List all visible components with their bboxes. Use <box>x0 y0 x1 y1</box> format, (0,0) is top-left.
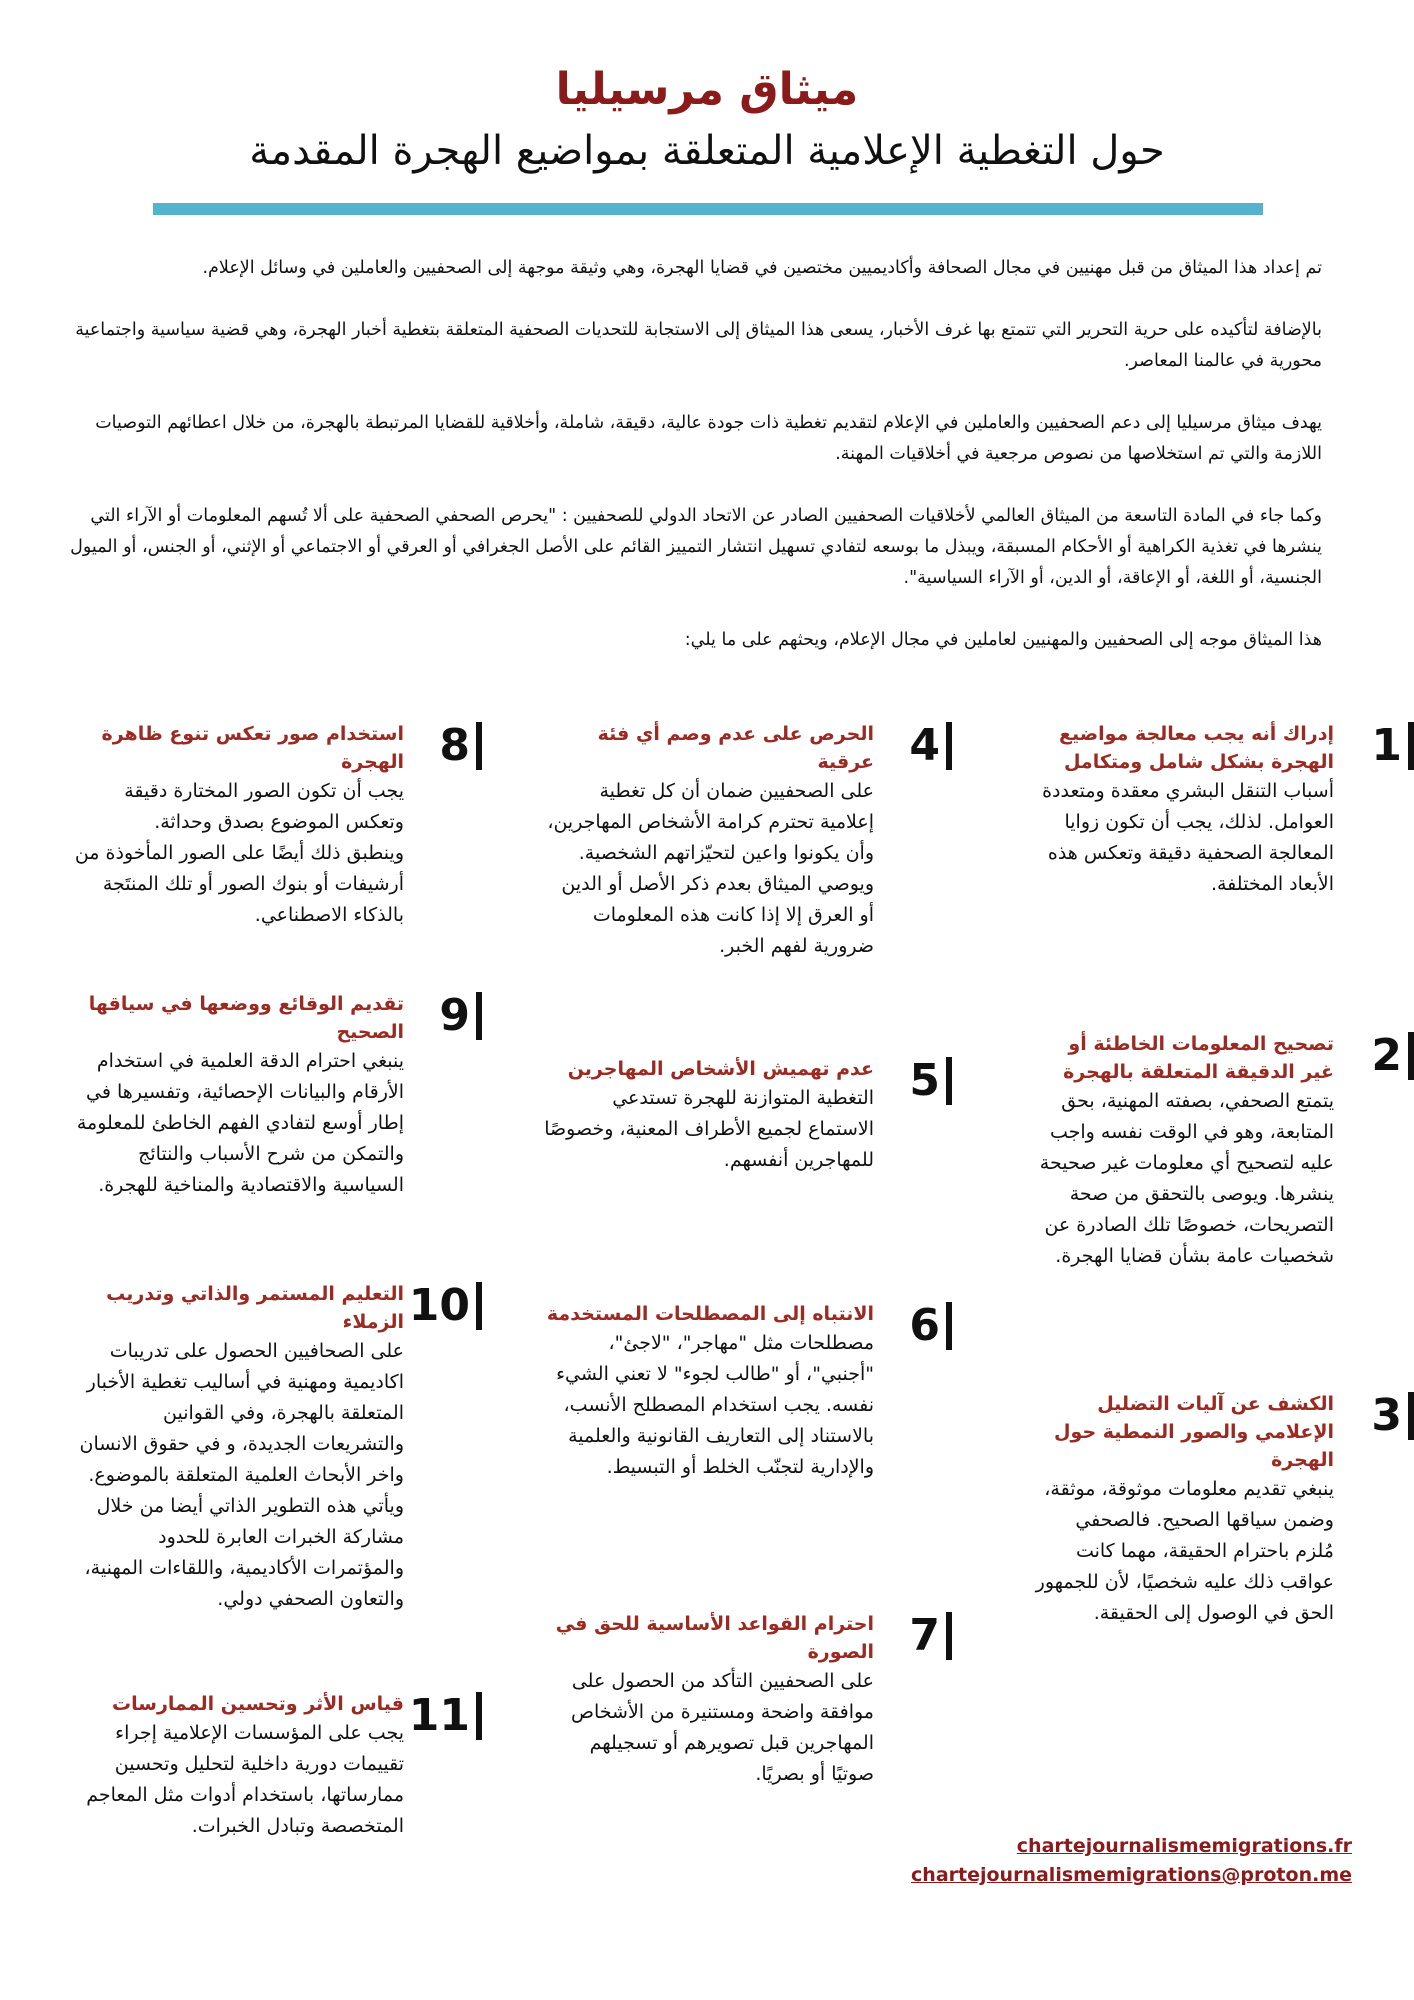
principle-body: التغطية المتوازنة للهجرة تستدعي الاستماع لجميع الأطراف المعنية، وخصوصًا للمهاجرين أنفسهم. <box>544 1087 874 1171</box>
principle-item-11 <box>74 1690 470 1842</box>
website-link[interactable]: chartejournalismemigrations.fr <box>1016 1835 1352 1857</box>
principle-body: ينبغي احترام الدقة العلمية في استخدام الأرقام والبيانات الإحصائية، وتفسيرها في إطار أوسع لتفادي الفهم الخاطئ للمعلومة والتمكن من شرح الأسباب والنتائج السياسية والاقتصادية والمناخية للهجرة. <box>76 1050 404 1196</box>
principle-number: 8 <box>439 722 482 770</box>
header-divider <box>153 203 1263 215</box>
principle-heading: الانتباه إلى المصطلحات المستخدمة <box>546 1303 874 1325</box>
intro-paragraph: يهدف ميثاق مرسيليا إلى دعم الصحفيين والعاملين في الإعلام لتقديم تغطية ذات جودة عالية، دقيقة، شاملة، وأخلاقية للقضايا المرتبطة بالهجرة، من خلال اعطائهم التوصيات اللازمة والتي تم استخلاصها من نصوص مرجعية في أخلاقيات المهنة. <box>95 413 1322 464</box>
principle-number: 6 <box>909 1302 952 1350</box>
principle-heading: تقديم الوقائع ووضعها في سياقها الصحيح <box>88 993 404 1043</box>
principle-item-9 <box>74 990 470 1201</box>
principle-body: يجب على المؤسسات الإعلامية إجراء تقييمات دورية داخلية لتحليل وتحسين ممارساتها، باستخدام أدوات مثل المعاجم المتخصصة وتبادل الخبرات. <box>86 1722 404 1837</box>
email-link[interactable]: chartejournalismemigrations@proton.me <box>911 1864 1352 1886</box>
intro-section <box>62 253 1322 687</box>
principle-number: 11 <box>409 1692 482 1740</box>
principle-item-4 <box>544 720 940 962</box>
principle-heading: تصحيح المعلومات الخاطئة أو غير الدقيقة المتعلقة بالهجرة <box>1063 1033 1334 1083</box>
principle-heading: قياس الأثر وتحسين الممارسات <box>112 1693 404 1715</box>
document-title: ميثاق مرسيليا <box>555 64 859 115</box>
principle-heading: إدراك أنه يجب معالجة مواضيع الهجرة بشكل شامل ومتكامل <box>1059 723 1334 773</box>
principle-number: 9 <box>439 992 482 1040</box>
principle-number: 1 <box>1371 722 1414 770</box>
principle-body: ينبغي تقديم معلومات موثوقة، موثقة، وضمن سياقها الصحيح. فالصحفي مُلزم باحترام الحقيقة، مهما كانت عواقب ذلك عليه شخصيًا، لأن للجمهور الحق في الوصول إلى الحقيقة. <box>1035 1478 1334 1624</box>
intro-paragraph: تم إعداد هذا الميثاق من قبل مهنيين في مجال الصحافة وأكاديميين مختصين في قضايا الهجرة، وهي وثيقة موجهة إلى الصحفيين والعاملين في وسائل الإعلام. <box>202 258 1322 278</box>
intro-paragraph: بالإضافة لتأكيده على حرية التحرير التي تتمتع بها غرف الأخبار، يسعى هذا الميثاق إلى الاستجابة للتحديات الصحفية المتعلقة بتغطية أخبار الهجرة، وهي قضية سياسية واجتماعية محورية في عالمنا المعاصر. <box>75 320 1322 371</box>
principle-body: على الصحفيين التأكد من الحصول على موافقة واضحة ومستنيرة من الأشخاص المهاجرين قبل تصويرهم أو تسجيلهم صوتيًا أو بصريًا. <box>571 1670 874 1785</box>
principle-heading: احترام القواعد الأساسية للحق في الصورة <box>555 1613 874 1663</box>
principle-heading: التعليم المستمر والذاتي وتدريب الزملاء <box>106 1283 404 1333</box>
document-header <box>150 62 1264 180</box>
principle-item-3 <box>1034 1390 1402 1629</box>
principle-number: 2 <box>1371 1032 1414 1080</box>
principle-body: أسباب التنقل البشري معقدة ومتعددة العوامل. لذلك، يجب أن تكون زوايا المعالجة الصحفية دقيقة وتعكس هذه الأبعاد المختلفة. <box>1042 780 1334 895</box>
principle-number: 7 <box>909 1612 952 1660</box>
principle-item-1 <box>1034 720 1402 900</box>
principle-item-7 <box>544 1610 940 1790</box>
principle-item-8 <box>74 720 470 931</box>
intro-paragraph: وكما جاء في المادة التاسعة من الميثاق العالمي لأخلاقيات الصحفيين الصادر عن الاتحاد الدولي للصحفيين : "يحرص الصحفي الصحفية على ألا تُسهم المعلومات أو الآراء التي ينشرها في تغذية الكراهية أو الأحكام المسبقة، ويبذل ما بوسعه لتفادي تسهيل انتشار التمييز القائم على الأصل الجغرافي أو العرقي أو الاجتماعي أو الإثني، أو الجنس، أو الميول الجنسية، أو اللغة، أو الإعاقة، أو الدين، أو الآراء السياسية". <box>70 506 1322 588</box>
principle-body: على الصحافيين الحصول على تدريبات اكاديمية ومهنية في أساليب تغطية الأخبار المتعلقة بالهجرة، وفي القوانين والتشريعات الجديدة، و في حقوق الانسان واخر الأبحاث العلمية المتعلقة بالموضوع. ويأتي هذه التطوير الذاتي أيضا من خلال مشاركة الخبرات العابرة للحدود والمؤتمرات الأكاديمية، واللقاءات المهنية، والتعاون الصحفي دولي. <box>79 1340 404 1610</box>
principle-number: 10 <box>409 1282 482 1330</box>
principle-body: على الصحفيين ضمان أن كل تغطية إعلامية تحترم كرامة الأشخاص المهاجرين، وأن يكونوا واعين لتحيّزاتهم الشخصية. ويوصي الميثاق بعدم ذكر الأصل أو الدين أو العرق إلا إذا كانت هذه المعلومات ضرورية لفهم الخبر. <box>547 780 874 957</box>
principle-body: مصطلحات مثل "مهاجر"، "لاجئ"، "أجنبي"، أو "طالب لجوء" لا تعني الشيء نفسه. يجب استخدام المصطلح الأنسب، بالاستناد إلى التعاريف القانونية والعلمية والإدارية لتجنّب الخلط أو التبسيط. <box>556 1332 874 1478</box>
principle-item-5 <box>544 1055 940 1176</box>
principle-number: 4 <box>909 722 952 770</box>
principle-heading: استخدام صور تعكس تنوع ظاهرة الهجرة <box>101 723 404 773</box>
principle-body: يجب أن تكون الصور المختارة دقيقة وتعكس الموضوع بصدق وحداثة. وينطبق ذلك أيضًا على الصور المأخوذة من أرشيفات أو بنوك الصور أو تلك المنتَجة بالذكاء الاصطناعي. <box>74 780 404 926</box>
principle-number: 3 <box>1371 1392 1414 1440</box>
principle-item-2 <box>1034 1030 1402 1272</box>
intro-paragraph: هذا الميثاق موجه إلى الصحفيين والمهنيين لعاملين في مجال الإعلام، ويحثهم على ما يلي: <box>684 630 1322 650</box>
principle-body: يتمتع الصحفي، بصفته المهنية، بحق المتابعة، وهو في الوقت نفسه واجب عليه لتصحيح أي معلومات غير صحيحة ينشرها. ويوصى بالتحقق من صحة التصريحات، خصوصًا تلك الصادرة عن شخصيات عامة بشأن قضايا الهجرة. <box>1039 1090 1334 1267</box>
principle-heading: الكشف عن آليات التضليل الإعلامي والصور النمطية حول الهجرة <box>1054 1393 1334 1471</box>
principle-number: 5 <box>909 1057 952 1105</box>
principle-heading: عدم تهميش الأشخاص المهاجرين <box>567 1058 874 1080</box>
contact-footer <box>911 1832 1352 1890</box>
principle-heading: الحرص على عدم وصم أي فئة عرقية <box>597 723 874 773</box>
document-subtitle: حول التغطية الإعلامية المتعلقة بمواضيع الهجرة المقدمة <box>249 128 1165 174</box>
principle-item-10 <box>74 1280 470 1615</box>
principle-item-6 <box>544 1300 940 1483</box>
